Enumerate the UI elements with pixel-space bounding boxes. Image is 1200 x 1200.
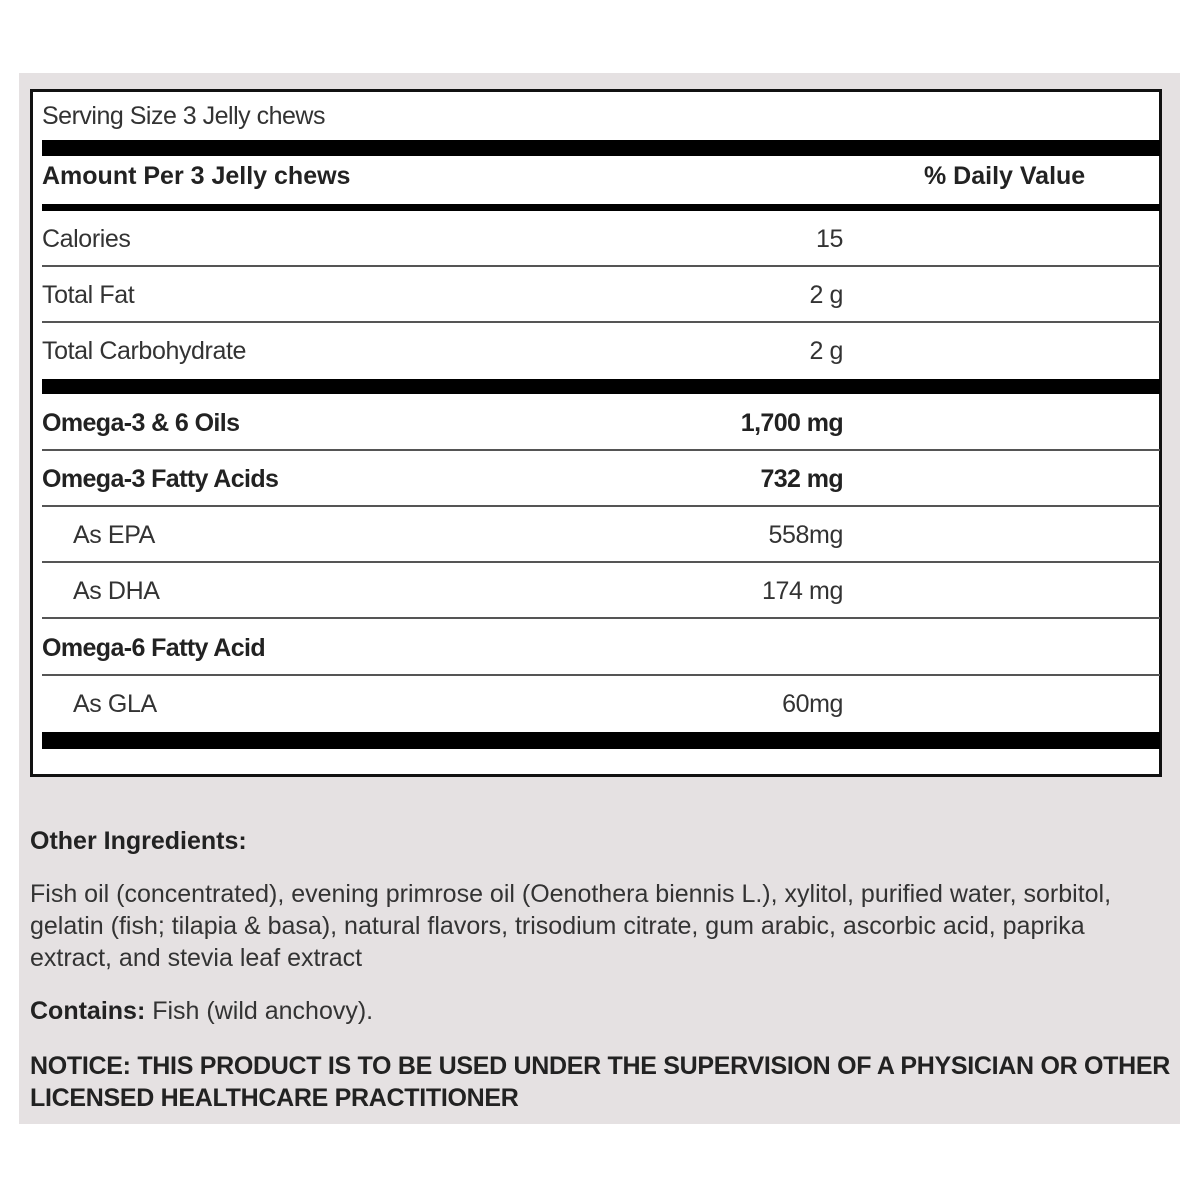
oil-row-omega-6 [42,620,1160,676]
oil-name: Omega-6 Fatty Acid [42,634,266,662]
oil-name: Omega-3 & 6 Oils [42,409,240,437]
notice-text: NOTICE: THIS PRODUCT IS TO BE USED UNDER THE SUPERVISION OF A PHYSICIAN OR OTHER LICENSED HEALTHCARE PRACTITIONER [30,1052,1171,1112]
nutrient-amount: 15 [815,225,843,253]
contains-label: Contains: [30,997,146,1025]
oil-row-dha [42,563,1160,619]
oil-name: As GLA [73,690,157,718]
oil-amount: 174 mg [762,577,843,605]
contains-text: Fish (wild anchovy). [145,997,374,1025]
nutrient-amount: 2 g [809,337,843,365]
nutrient-amount: 2 g [809,281,843,309]
oil-row-omega-3 [42,451,1160,507]
thick-divider [42,379,1160,394]
nutrient-row-calories [42,211,1160,267]
nutrient-row-total-carbohydrate [42,323,1160,379]
nutrient-name: Total Fat [42,281,135,309]
thick-divider [42,140,1160,156]
row-divider [42,617,1160,619]
thick-divider [42,732,1160,749]
nutrient-row-total-fat [42,267,1160,323]
oil-name: As EPA [73,521,155,549]
amount-per-header: Amount Per 3 Jelly chews [42,162,351,190]
other-ingredients-text: Fish oil (concentrated), evening primrose oil (Oenothera biennis L.), xylitol, purified water, sorbitol, gelatin (fish; tilapia & basa), natural flavors, trisodium citrate, gum arabic, ascorbic acid, paprika extract, and stevia leaf extract [30,880,1112,972]
oil-amount: 1,700 mg [740,409,843,437]
supplement-panel [19,73,1180,1124]
oil-row-omega-3-6 [42,395,1160,451]
oil-amount: 732 mg [760,465,843,493]
other-ingredients-title: Other Ingredients: [30,827,247,855]
contains-statement [30,995,1170,1027]
oil-amount: 558mg [768,521,843,549]
nutrient-name: Total Carbohydrate [42,337,247,365]
nutrient-name: Calories [42,225,131,253]
oil-name: Omega-3 Fatty Acids [42,465,279,493]
oil-name: As DHA [73,577,160,605]
supplement-facts-table [30,89,1162,777]
oil-row-gla [42,676,1160,732]
medium-divider [42,204,1160,211]
oil-amount: 60mg [782,690,843,718]
serving-size: Serving Size 3 Jelly chews [42,102,325,130]
daily-value-header: % Daily Value [924,162,1086,190]
oil-row-epa [42,507,1160,563]
